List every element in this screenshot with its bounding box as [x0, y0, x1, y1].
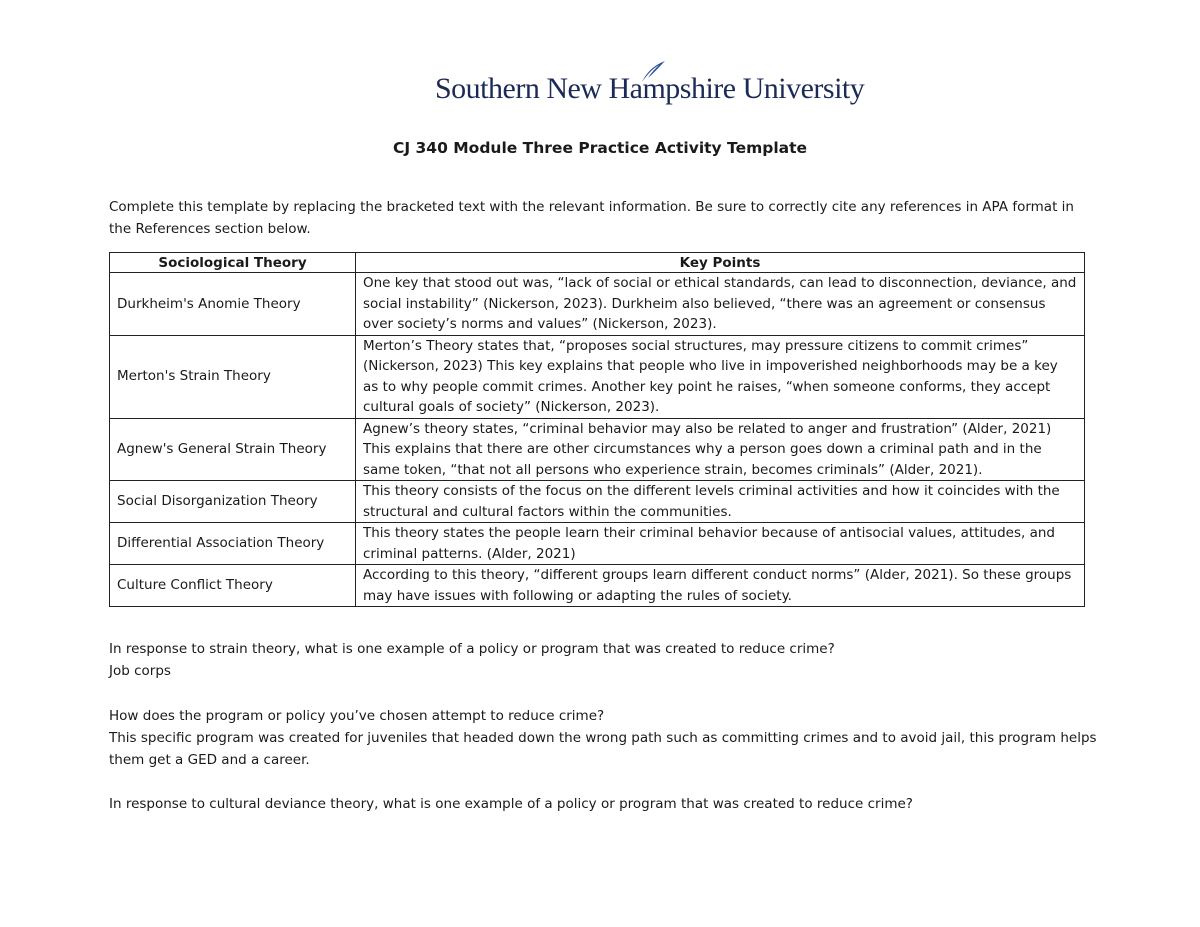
theory-name: Social Disorganization Theory — [110, 481, 356, 523]
university-logo — [435, 60, 865, 110]
theory-key-points: This theory consists of the focus on the different levels criminal activities and how it coincides with the structural and cultural factors within the communities. — [356, 481, 1085, 523]
theory-name: Culture Conflict Theory — [110, 565, 356, 607]
answer-program-attempt: This specific program was created for juveniles that headed down the wrong path such as committing crimes and to avoid jail, this program helps them get a GED and a career. — [109, 730, 1097, 768]
intro-paragraph: Complete this template by replacing the bracketed text with the relevant information. Be sure to correctly cite any references in APA format in the References section below. — [109, 199, 1074, 237]
table-row — [110, 523, 1085, 565]
question-strain-theory: In response to strain theory, what is one example of a policy or program that was created to reduce crime? — [109, 641, 835, 657]
logo-text: Southern New Hampshire University — [435, 72, 865, 105]
header-key-points: Key Points — [356, 253, 1085, 273]
answer-strain-theory: Job corps — [109, 663, 171, 679]
table-row — [110, 418, 1085, 481]
table-row — [110, 481, 1085, 523]
theory-key-points: Agnew’s theory states, “criminal behavior may also be related to anger and frustration” (Alder, 2021) This explains that there are other circumstances why a person goes down a criminal path and in the same token, “that not all persons who experience strain, becomes criminals” (Alder, 2021). — [356, 418, 1085, 481]
table-row — [110, 335, 1085, 418]
theory-name: Durkheim's Anomie Theory — [110, 273, 356, 336]
theories-table — [109, 252, 1085, 607]
table-header-row — [110, 253, 1085, 273]
table-row — [110, 273, 1085, 336]
theory-key-points: Merton’s Theory states that, “proposes social structures, may pressure citizens to commit crimes” (Nickerson, 2023) This key explains that people who live in impoverished neighborhoods may be a key as to why people commit crimes. Another key point he raises, “when someone conforms, they accept cultural goals of society” (Nickerson, 2023). — [356, 335, 1085, 418]
page-title: CJ 340 Module Three Practice Activity Template — [392, 139, 808, 157]
header-sociological-theory: Sociological Theory — [110, 253, 356, 273]
theory-name: Merton's Strain Theory — [110, 335, 356, 418]
question-cultural-deviance: In response to cultural deviance theory, what is one example of a policy or program that was created to reduce crime? — [109, 796, 913, 812]
theory-key-points: According to this theory, “different groups learn different conduct norms” (Alder, 2021). So these groups may have issues with following or adapting the rules of society. — [356, 565, 1085, 607]
question-program-attempt: How does the program or policy you’ve chosen attempt to reduce crime? — [109, 708, 605, 724]
theory-key-points: One key that stood out was, “lack of social or ethical standards, can lead to disconnection, deviance, and social instability” (Nickerson, 2023). Durkheim also believed, “there was an agreement or consensus over society’s norms and values” (Nickerson, 2023). — [356, 273, 1085, 336]
theory-key-points: This theory states the people learn their criminal behavior because of antisocial values, attitudes, and criminal patterns. (Alder, 2021) — [356, 523, 1085, 565]
theory-name: Differential Association Theory — [110, 523, 356, 565]
theory-name: Agnew's General Strain Theory — [110, 418, 356, 481]
table-row — [110, 565, 1085, 607]
